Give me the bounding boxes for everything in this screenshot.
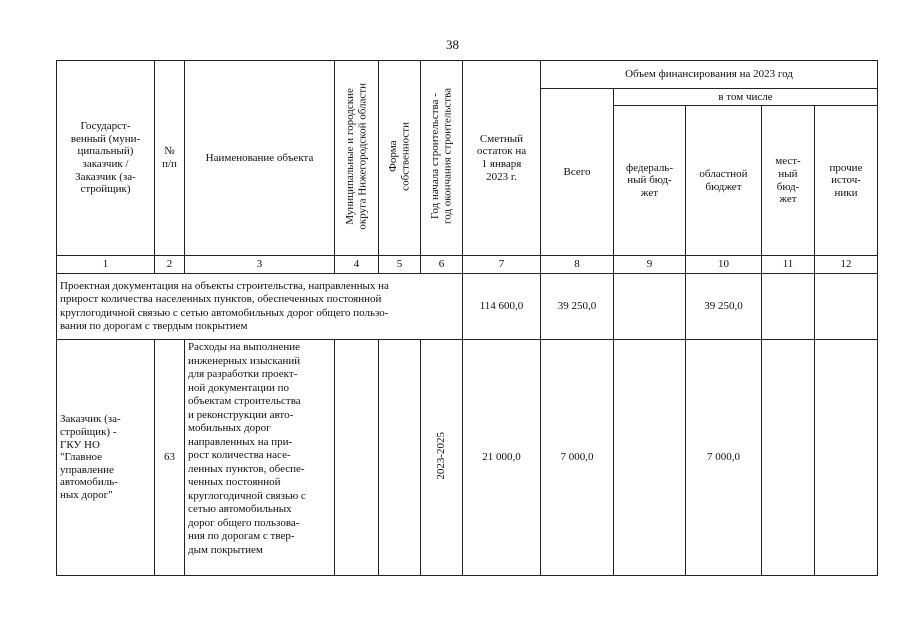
column-number: 11 xyxy=(762,256,815,274)
section-estimated-balance: 114 600,0 xyxy=(463,274,541,340)
item-estimated-balance: 21 000,0 xyxy=(463,340,541,576)
column-number: 6 xyxy=(421,256,463,274)
item-other xyxy=(815,340,878,576)
section-other xyxy=(815,274,878,340)
header-estimated-balance: Сметный остаток на 1 января 2023 г. xyxy=(463,61,541,256)
column-number: 1 xyxy=(57,256,155,274)
item-object-name: Расходы на выполнение инженерных изысканий для разработки проект- ной документации по объектам строительства и реконструкции авто- мобильных дорог направленных на при- рост количества насе- ленных пунктов, обеспе- ченных постоянной круглогодичной связью с сетью автомобильных дорог общего пользова- ния по дорогам с твер- дым покрытием xyxy=(185,340,335,576)
header-including: в том числе xyxy=(614,89,878,106)
header-num: № п/п xyxy=(155,61,185,256)
column-number: 9 xyxy=(614,256,686,274)
header-total: Всего xyxy=(541,89,614,256)
item-local xyxy=(762,340,815,576)
page-number: 38 xyxy=(446,37,459,52)
section-regional: 39 250,0 xyxy=(686,274,762,340)
column-number: 3 xyxy=(185,256,335,274)
section-title: Проектная документация на объекты строительства, направленных на прирост количества населенных пунктов, обеспеченных постоянной круглогодичной связью с сетью автомобильных дорог общего пользо- вания по дорогам с твердым покрытием xyxy=(57,274,463,340)
section-local xyxy=(762,274,815,340)
financing-table xyxy=(56,60,878,576)
column-number: 2 xyxy=(155,256,185,274)
item-ownership xyxy=(379,340,421,576)
table-row xyxy=(57,340,878,576)
column-number: 12 xyxy=(815,256,878,274)
header-ownership-cell xyxy=(379,61,421,256)
item-total: 7 000,0 xyxy=(541,340,614,576)
column-number: 7 xyxy=(463,256,541,274)
header-municipal: Муниципальные и городские округа Нижегородской области xyxy=(343,82,369,230)
header-federal: федераль- ный бюд- жет xyxy=(614,106,686,256)
header-years: Год начала строительства - год окончания строительства xyxy=(428,88,454,225)
column-number: 4 xyxy=(335,256,379,274)
header-municipal-cell xyxy=(335,61,379,256)
item-num: 63 xyxy=(155,340,185,576)
section-federal xyxy=(614,274,686,340)
header-local: мест- ный бюд- жет xyxy=(762,106,815,256)
item-years: 2023-2025 xyxy=(435,431,448,480)
item-years-cell xyxy=(421,340,463,576)
section-total: 39 250,0 xyxy=(541,274,614,340)
item-customer: Заказчик (за- стройщик) - ГКУ НО "Главное управление автомобиль- ных дорог" xyxy=(57,340,155,576)
header-object-name: Наименование объекта xyxy=(185,61,335,256)
item-regional: 7 000,0 xyxy=(686,340,762,576)
header-customer: Государст- венный (муни- ципальный) заказчик / Заказчик (за- стройщик) xyxy=(57,61,155,256)
header-years-cell xyxy=(421,61,463,256)
header-regional: областной бюджет xyxy=(686,106,762,256)
header-ownership: Форма собственности xyxy=(386,121,412,191)
column-number: 5 xyxy=(379,256,421,274)
section-row xyxy=(57,274,878,340)
item-federal xyxy=(614,340,686,576)
header-other: прочие источ- ники xyxy=(815,106,878,256)
column-number: 8 xyxy=(541,256,614,274)
column-number: 10 xyxy=(686,256,762,274)
header-funding-title: Объем финансирования на 2023 год xyxy=(541,61,878,89)
item-municipal xyxy=(335,340,379,576)
